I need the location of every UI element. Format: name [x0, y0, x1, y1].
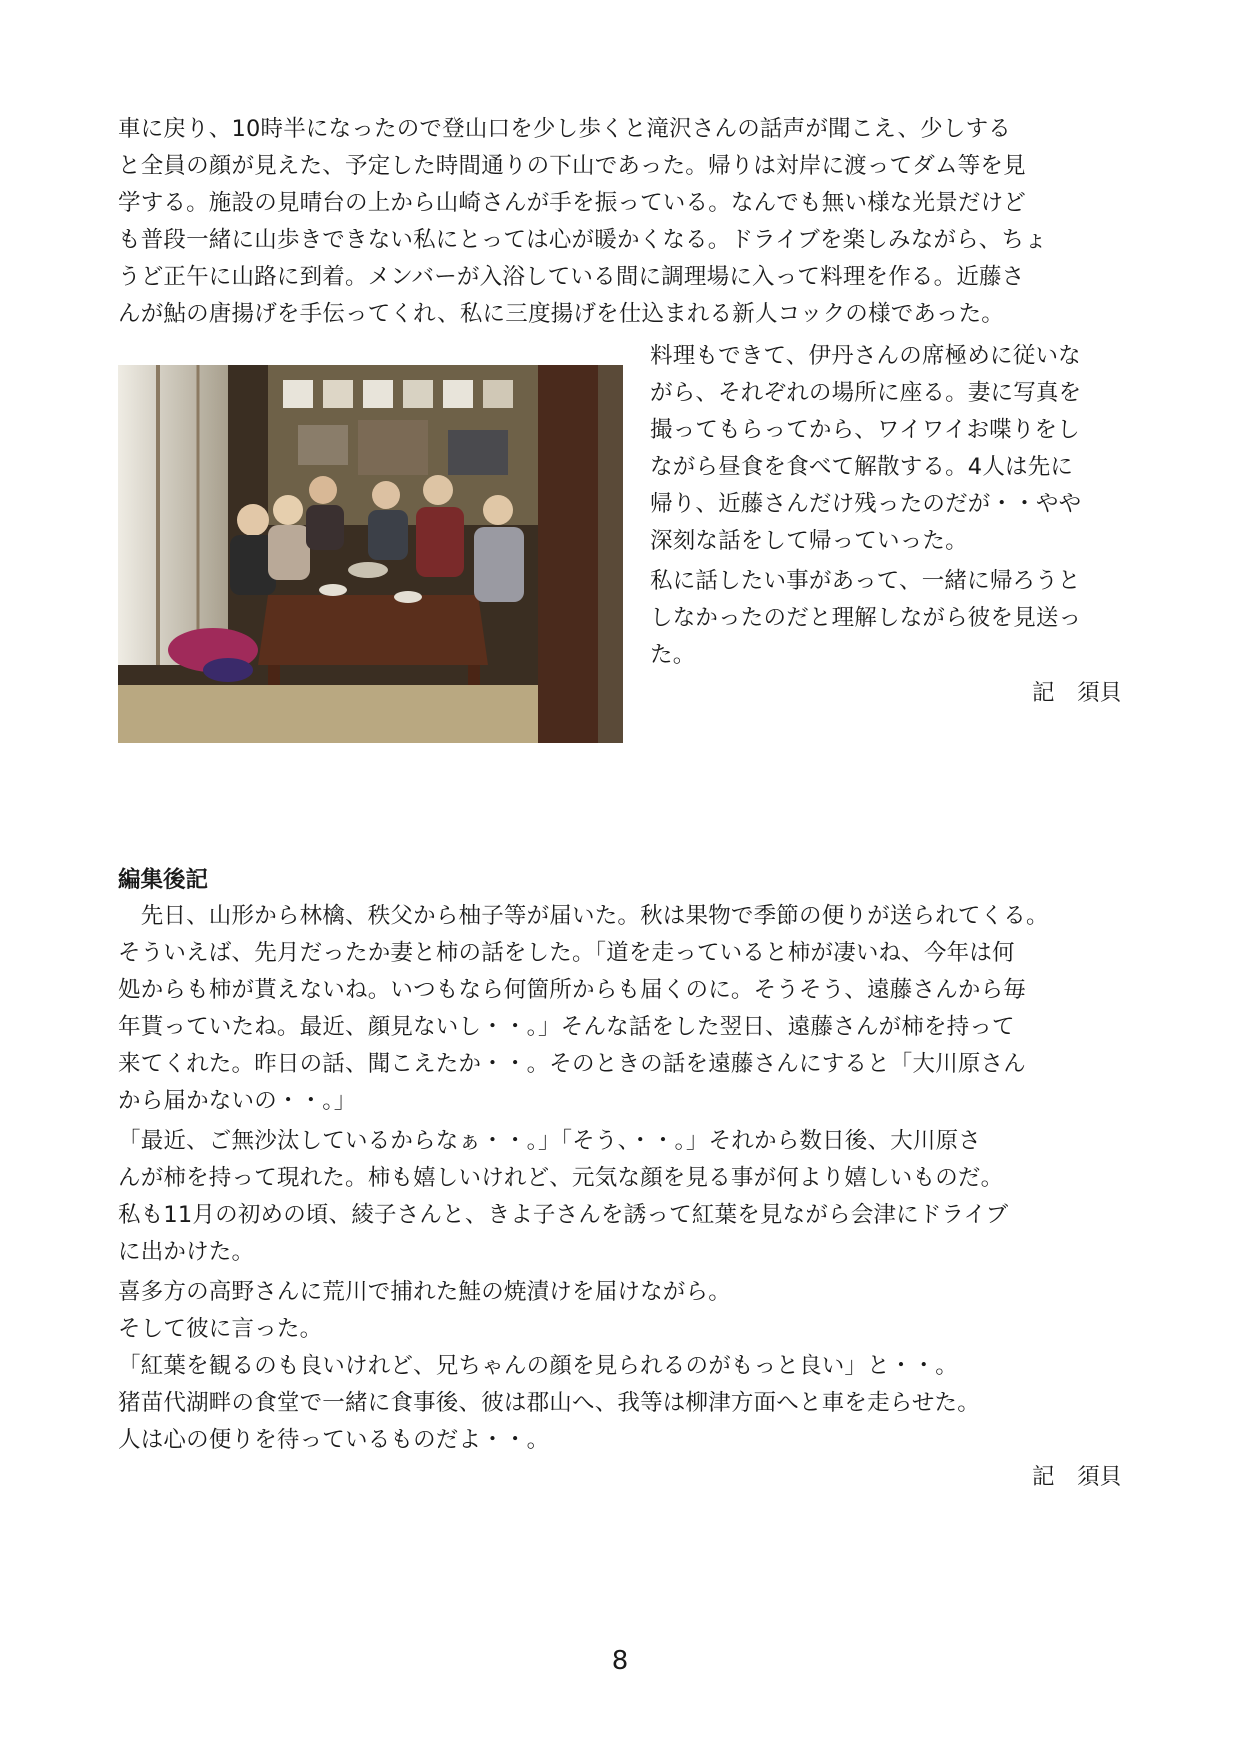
side-line: がら、それぞれの場所に座る。妻に写真を — [650, 380, 1082, 406]
afterword-line: 「最近、ご無沙汰しているからなぁ・・。」「そう、・・。」それから数日後、大川原さ — [118, 1128, 982, 1154]
author-signature: 記 須貝 — [1031, 1464, 1122, 1490]
side-line: 私に話したい事があって、一緒に帰ろうと — [650, 568, 1081, 594]
afterword-line: そして彼に言った。 — [118, 1316, 323, 1342]
afterword-line: 喜多方の高野さんに荒川で捕れた鮭の焼漬けを届けながら。 — [118, 1279, 731, 1305]
body-line: も普段一緒に山歩きできない私にとっては心が暖かくなる。ドライブを楽しみながら、ちょ — [118, 227, 1047, 253]
afterword-line: そういえば、先月だったか妻と柿の話をした。「道を走っていると柿が凄いね、今年は何 — [118, 940, 1015, 966]
afterword-line: 「紅葉を観るのも良いけれど、兄ちゃんの顔を見られるのがもっと良い」と・・。 — [118, 1353, 958, 1379]
body-line: 車に戻り、10時半になったので登山口を少し歩くと滝沢さんの話声が聞こえ、少しする — [118, 116, 1011, 142]
side-line: た。 — [650, 642, 696, 668]
afterword-line: 猪苗代湖畔の食堂で一緒に食事後、彼は郡山へ、我等は柳津方面へと車を走らせた。 — [118, 1390, 980, 1416]
side-line: 深刻な話をして帰っていった。 — [650, 528, 968, 554]
afterword-line: に出かけた。 — [118, 1239, 255, 1265]
afterword-line: 私も11月の初めの頃、綾子さんと、きよ子さんを誘って紅葉を見ながら会津にドライブ — [118, 1202, 1009, 1228]
body-line: 学する。施設の見晴台の上から山崎さんが手を振っている。なんでも無い様な光景だけど — [118, 190, 1027, 216]
body-line: うど正午に山路に到着。メンバーが入浴している間に調理場に入って料理を作る。近藤さ — [118, 264, 1025, 290]
afterword-line: 年貰っていたね。最近、顔見ないし・・。」そんな話をした翌日、遠藤さんが柿を持って — [118, 1014, 1015, 1040]
afterword-line: 先日、山形から林檎、秩父から柚子等が届いた。秋は果物で季節の便りが送られてくる。 — [118, 903, 1049, 929]
page-number: 8 — [611, 1646, 629, 1676]
side-line: 撮ってもらってから、ワイワイお喋りをし — [650, 417, 1080, 443]
section-heading: 編集後記 — [118, 867, 209, 893]
afterword-line: から届かないの・・。」 — [118, 1088, 357, 1114]
body-line: んが鮎の唐揚げを手伝ってくれ、私に三度揚げを仕込まれる新人コックの様であった。 — [118, 301, 1004, 327]
side-line: 料理もできて、伊丹さんの席極めに従いな — [650, 343, 1081, 369]
side-line: 帰り、近藤さんだけ残ったのだが・・やや — [650, 491, 1082, 517]
afterword-line: 処からも柿が貰えないね。いつもなら何箇所からも届くのに。そうそう、遠藤さんから毎 — [118, 977, 1027, 1003]
afterword-line: 来てくれた。昨日の話、聞こえたか・・。そのときの話を遠藤さんにすると「大川原さん — [118, 1051, 1027, 1077]
side-line: しなかったのだと理解しながら彼を見送っ — [650, 605, 1082, 631]
side-line: ながら昼食を食べて解散する。4人は先に — [650, 454, 1074, 480]
group-photo — [118, 365, 623, 743]
afterword-line: んが柿を持って現れた。柿も嬉しいけれど、元気な顔を見る事が何より嬉しいものだ。 — [118, 1165, 1004, 1191]
author-signature: 記 須貝 — [1031, 680, 1122, 706]
group-photo-icon — [118, 365, 623, 743]
afterword-line: 人は心の便りを待っているものだよ・・。 — [118, 1427, 550, 1453]
body-line: と全員の顔が見えた、予定した時間通りの下山であった。帰りは対岸に渡ってダム等を見 — [118, 153, 1026, 179]
